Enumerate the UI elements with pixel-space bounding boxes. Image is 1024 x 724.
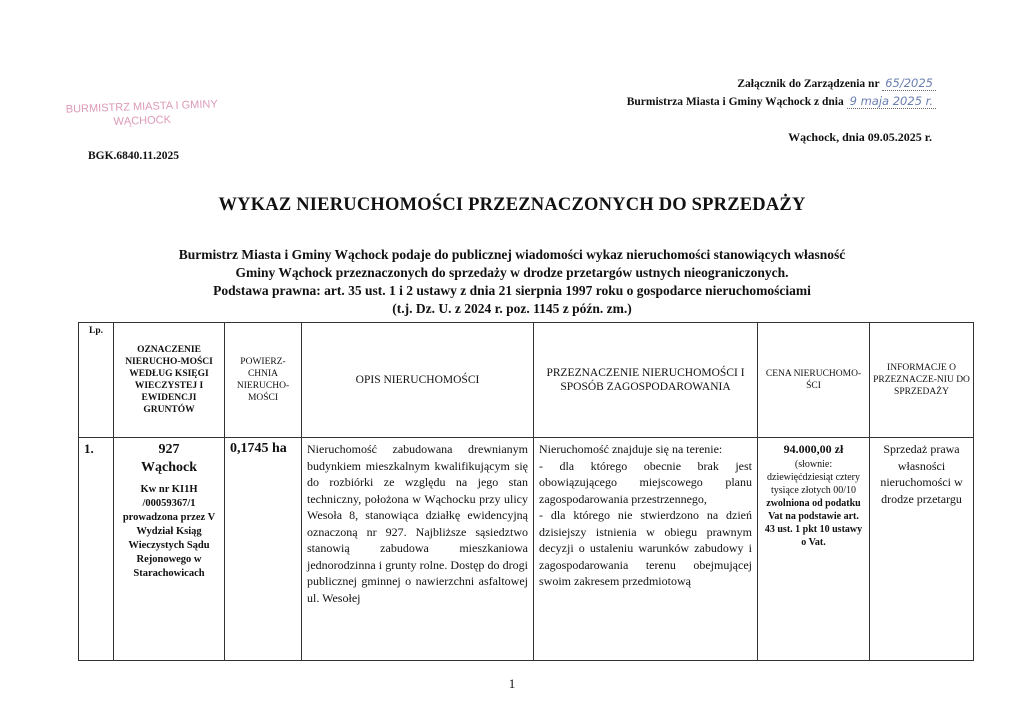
intro-paragraph: Burmistrz Miasta i Gminy Wąchock podaje do publicznej wiadomości wykaz nieruchomości stanowiących własność Gminy Wąchock przeznaczonych do sprzedaży w drodze przetargów ustnych nieograniczonych. Podstawa prawna: art. 35 ust. 1 i 2 ustawy z dnia 21 sierpnia 1997 roku o gospodarce nieruchomościami (t.j. Dz. U. z 2024 r. poz. 1145 z późn. zm.) — [178, 247, 846, 316]
header-description: OPIS NIERUCHOMOŚCI — [302, 323, 534, 438]
row-description: Nieruchomość zabudowana drewnianym budynkiem mieszkalnym kwalifikującym się do rozbiórki ze względu na jego stan techniczny, położona w Wąchocku przy ulicy Wesoła 8, stanowiąca działkę ewidencyjną oznaczoną nr 927. Najbliższe sąsiedztwo stanowią zabudowa mieszkaniowa jednorodzinna i grunty rolne. Dostęp do drogi publicznej gminnej o nawierzchni asfaltowej ul. Wesołej — [302, 438, 534, 661]
price-words: (słownie: dziewięćdziesiąt cztery tysiące złotych 00/10 — [767, 458, 860, 496]
header-designation: OZNACZENIE NIERUCHO-MOŚCI WEDŁUG KSIĘGI WIECZYSTEJ I EWIDENCJI GRUNTÓW — [114, 323, 225, 438]
land-register: Kw nr KI1H /00059367/1 prowadzona przez V Wydział Ksiąg Wieczystych Sądu Rejonowego w Starachowicach — [122, 484, 216, 579]
locality: Wąchock — [141, 460, 197, 475]
annex-line-1: Załącznik do Zarządzenia nr 65/2025 — [627, 75, 936, 93]
row-purpose: Nieruchomość znajduje się na terenie: - dla którego obecnie brak jest obowiązującego miejscowego planu zagospodarowania przestrzennego, - dla którego nie stwierdzono na dzień dzisiejszy istnienia w obiegu prawnym decyzji o ustaleniu warunków zabudowy i zagospodarowania terenu obejmującej swoim zakresem przedmiotową — [534, 438, 758, 661]
document-title: WYKAZ NIERUCHOMOŚCI PRZEZNACZONYCH DO SPRZEDAŻY — [218, 195, 806, 215]
page-number: 1 — [508, 676, 516, 691]
row-designation — [114, 438, 225, 661]
price-vat: zwolniona od podatku Vat na podstawie art. 43 ust. 1 pkt 10 ustawy o Vat. — [764, 497, 863, 548]
row-info: Sprzedaż prawa własności nieruchomości w drodze przetargu — [870, 438, 974, 661]
handwritten-date: 9 maja 2025 r. — [847, 94, 936, 109]
row-lp: 1. — [79, 438, 114, 661]
header-price: CENA NIERUCHOMO-ŚCI — [758, 323, 870, 438]
header-area: POWIERZ-CHNIA NIERUCHO-MOŚCI — [225, 323, 302, 438]
price-value: 94.000,00 zł — [783, 442, 844, 456]
row-price — [758, 438, 870, 661]
header-info: INFORMACJE O PRZEZNACZE-NIU DO SPRZEDAŻY — [870, 323, 974, 438]
case-signature: BGK.6840.11.2025 — [88, 150, 180, 162]
header-purpose: PRZEZNACZENIE NIERUCHOMOŚCI I SPOSÓB ZAGOSPODAROWANIA — [534, 323, 758, 438]
annex-header — [627, 75, 936, 111]
row-area: 0,1745 ha — [225, 438, 302, 661]
annex-line-2: Burmistrza Miasta i Gminy Wąchock z dnia 9 maja 2025 r. — [627, 93, 936, 111]
property-table — [78, 322, 974, 661]
office-stamp: BURMISTRZ MIASTA I GMINY WĄCHOCK — [65, 98, 218, 128]
plot-number: 927 — [158, 442, 180, 457]
table-header-row — [79, 323, 974, 438]
table-row — [79, 438, 974, 661]
handwritten-number: 65/2025 — [882, 76, 936, 91]
place-date: Wąchock, dnia 09.05.2025 r. — [788, 130, 932, 144]
header-lp: Lp. — [79, 323, 114, 438]
